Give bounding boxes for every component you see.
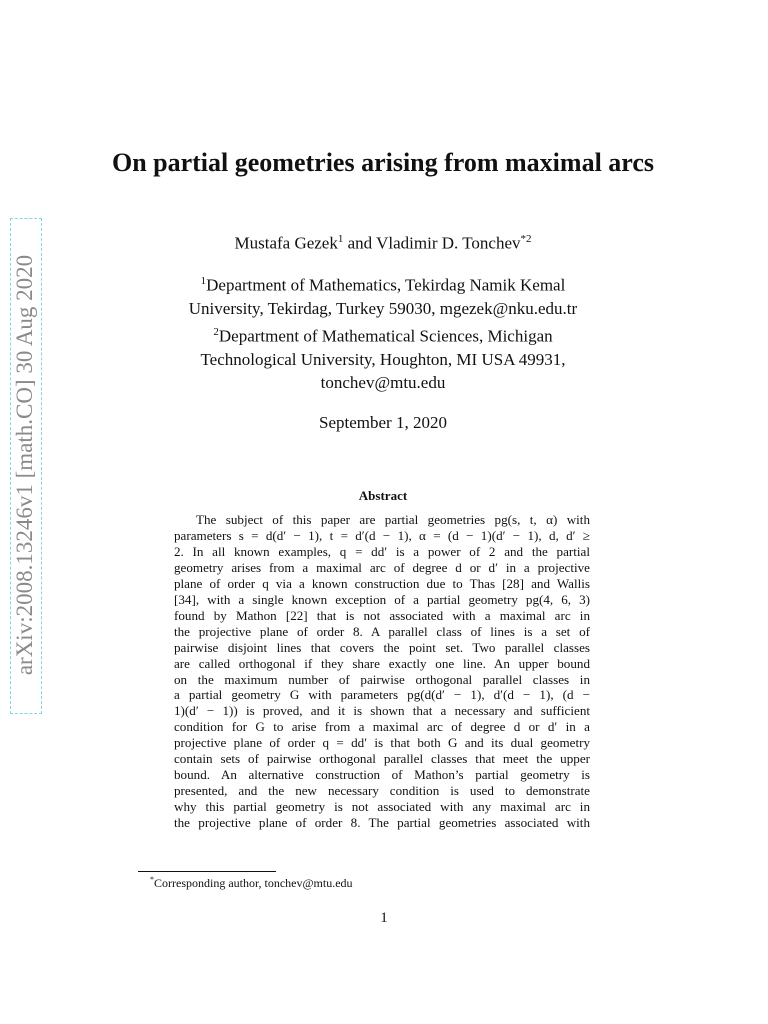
abstract-line: a partial geometry G with parameters pg(d(d′ − 1), d′(d − 1), (d −: [174, 687, 590, 703]
affiliation-line: $^2$Department of Mathematical Sciences, Michigan: [213, 325, 553, 346]
affiliation-line: Technological University, Houghton, MI USA 49931,: [200, 349, 566, 369]
abstract-line: are called orthogonal if they share exactly one line. An upper bound: [174, 655, 590, 671]
abstract-line: why this partial geometry is not associated with any maximal arc in: [174, 799, 590, 815]
footnote-rule: [138, 871, 276, 872]
abstract-line: bound. An alternative construction of Mathon’s partial geometry is: [174, 767, 590, 783]
author-line: [110, 233, 656, 254]
abstract-line: contain sets of pairwise orthogonal parallel classes that meet the upper: [174, 751, 590, 767]
author-1: Mustafa Gezek: [234, 233, 338, 253]
affiliation-line: tonchev@mtu.edu: [320, 373, 446, 393]
paper-title: On partial geometries arising from maximal arcs: [111, 148, 655, 177]
abstract-line: the projective plane of order 8. A parallel class of lines is a set of: [174, 623, 590, 639]
abstract-line: 2. In all known examples, q = dd′ is a power of 2 and the partial: [174, 543, 590, 559]
abstract-line: condition for G to arise from a maximal arc of degree d or d′ in a: [174, 719, 590, 735]
page-number: 1: [380, 910, 388, 926]
paper-date: September 1, 2020: [319, 413, 447, 432]
author-1-affil-mark: 1: [337, 233, 344, 245]
affiliation-line: University, Tekirdag, Turkey 59030, mgezek@nku.edu.tr: [188, 299, 578, 319]
abstract-line: The subject of this paper are partial geometries pg(s, t, α) with: [196, 512, 590, 527]
abstract-line: [34], with a single known exception of a partial geometry pg(4, 6, 3): [174, 591, 590, 607]
abstract-line: projective plane of order q = dd′ is that both G and its dual geometry: [174, 735, 590, 751]
footnote: [150, 875, 353, 891]
affiliation-text: Department of Mathematics, Tekirdag Namik Kemal: [206, 275, 566, 295]
abstract-line: plane of order q via a known construction due to Thas [28] and Wallis: [174, 575, 590, 591]
abstract-line: the projective plane of order 8. The partial geometries associated with: [174, 815, 590, 831]
abstract-line: pairwise disjoint lines that covers the point set. Two parallel classes: [174, 639, 590, 655]
author-2: Vladimir D. Tonchev: [376, 233, 521, 253]
abstract-line: 1)(d′ − 1)) is proved, and it is shown that a necessary and sufficient: [174, 703, 590, 719]
affiliation-line: $^1$Department of Mathematics, Tekirdag Namik Kemal: [200, 275, 566, 295]
author-2-affil-mark: *2: [520, 233, 532, 245]
abstract-body: [174, 512, 590, 831]
arxiv-identifier: arXiv:2008.13246v1 [math.CO] 30 Aug 2020: [12, 254, 37, 676]
abstract-line: on the maximum number of pairwise orthogonal parallel classes in: [174, 671, 590, 687]
abstract-heading: Abstract: [358, 488, 408, 503]
author-conjunction: and: [347, 233, 373, 253]
abstract-line: parameters s = d(d′ − 1), t = d′(d − 1), α = (d − 1)(d′ − 1), d, d′ ≥: [174, 527, 590, 543]
abstract-line: geometry arises from a maximal arc of degree d or d′ in a projective: [174, 559, 590, 575]
affiliations: [150, 270, 616, 395]
abstract-line: presented, and the new necessary condition is used to demonstrate: [174, 783, 590, 799]
footnote-marker: *: [150, 875, 154, 884]
footnote-text: Corresponding author, tonchev@mtu.edu: [154, 876, 353, 890]
affiliation-text: Department of Mathematical Sciences, Michigan: [218, 326, 553, 346]
abstract-line: found by Mathon [22] that is not associated with a maximal arc in: [174, 607, 590, 623]
